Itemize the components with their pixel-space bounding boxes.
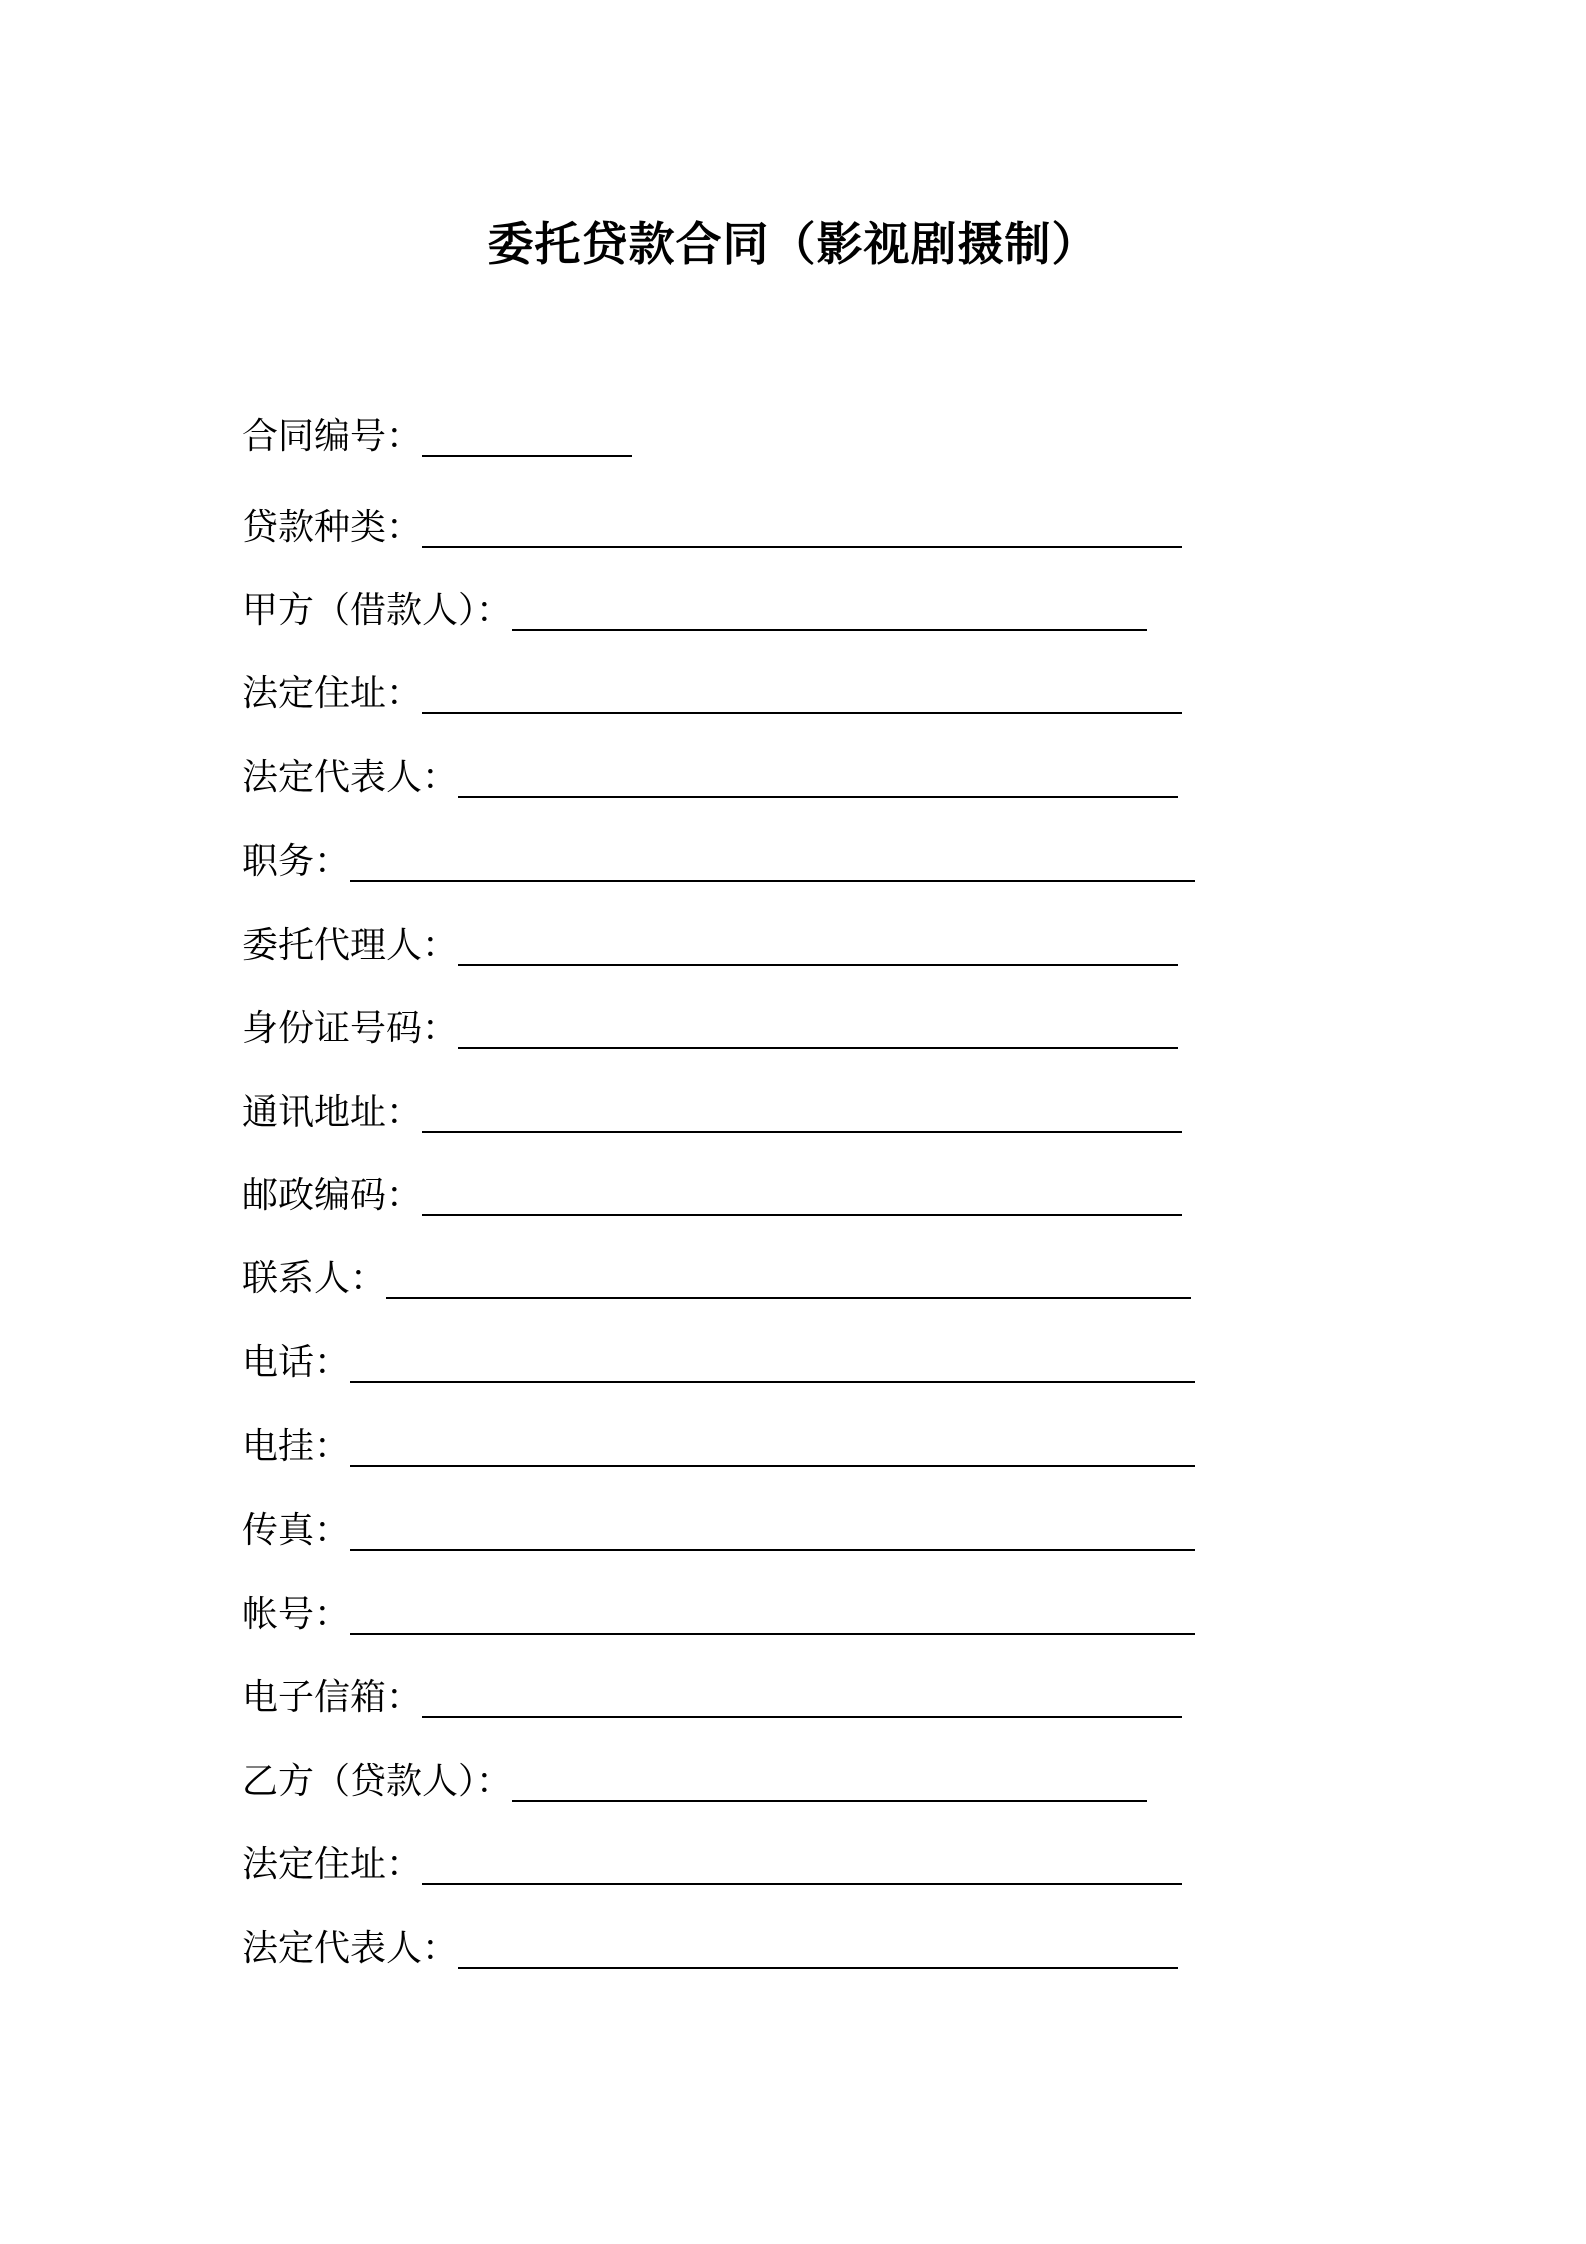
field-label: 传真： xyxy=(242,1510,351,1551)
field-label: 委托代理人： xyxy=(242,925,459,966)
field-label: 法定住址： xyxy=(242,1844,423,1885)
field-label: 法定代表人： xyxy=(242,757,459,798)
field-party-a-borrower xyxy=(242,586,1147,636)
field-loan-type xyxy=(242,503,1182,553)
field-label: 电挂： xyxy=(242,1426,351,1467)
field-authorized-agent xyxy=(242,921,1178,971)
field-party-a-legal-representative xyxy=(242,753,1178,803)
field-label: 职务： xyxy=(242,841,351,882)
field-party-b-legal-address xyxy=(242,1840,1182,1890)
blank-line xyxy=(422,711,1182,714)
blank-line xyxy=(422,1130,1182,1133)
field-label: 帐号： xyxy=(242,1594,351,1635)
field-label: 法定代表人： xyxy=(242,1928,459,1969)
blank-line xyxy=(422,1213,1182,1216)
field-label: 身份证号码： xyxy=(242,1008,459,1049)
document-title: 委托贷款合同（影视剧摄制） xyxy=(487,217,1099,271)
blank-line xyxy=(350,1380,1195,1383)
field-mailing-address xyxy=(242,1088,1182,1138)
blank-line xyxy=(422,454,632,457)
blank-line xyxy=(458,1046,1178,1049)
field-label: 邮政编码： xyxy=(242,1175,423,1216)
blank-line xyxy=(458,963,1178,966)
field-label: 电子信箱： xyxy=(242,1677,423,1718)
field-party-b-legal-representative xyxy=(242,1924,1178,1974)
blank-line xyxy=(422,1882,1182,1885)
field-fax xyxy=(242,1506,1195,1556)
field-label: 合同编号： xyxy=(242,416,423,457)
blank-line xyxy=(458,795,1178,798)
field-label: 乙方（贷款人）： xyxy=(242,1761,513,1802)
blank-line xyxy=(386,1296,1191,1299)
blank-line xyxy=(350,1464,1195,1467)
field-label: 贷款种类： xyxy=(242,507,423,548)
blank-line xyxy=(350,879,1195,882)
field-party-a-legal-address xyxy=(242,669,1182,719)
blank-line xyxy=(422,1715,1182,1718)
field-label: 电话： xyxy=(242,1342,351,1383)
field-party-b-lender xyxy=(242,1757,1147,1807)
field-label: 甲方（借款人）： xyxy=(242,590,513,631)
field-label: 通讯地址： xyxy=(242,1092,423,1133)
blank-line xyxy=(350,1548,1195,1551)
field-telegraph xyxy=(242,1422,1195,1472)
field-contact-person xyxy=(242,1254,1191,1304)
blank-line xyxy=(458,1966,1178,1969)
field-label: 法定住址： xyxy=(242,673,423,714)
field-label: 联系人： xyxy=(242,1258,387,1299)
field-contract-number xyxy=(242,412,632,462)
field-account-number xyxy=(242,1590,1195,1640)
field-position xyxy=(242,837,1195,887)
field-email xyxy=(242,1673,1182,1723)
blank-line xyxy=(512,1799,1147,1802)
blank-line xyxy=(512,628,1147,631)
field-postal-code xyxy=(242,1171,1182,1221)
field-phone xyxy=(242,1338,1195,1388)
blank-line xyxy=(422,545,1182,548)
blank-line xyxy=(350,1632,1195,1635)
field-id-number xyxy=(242,1004,1178,1054)
